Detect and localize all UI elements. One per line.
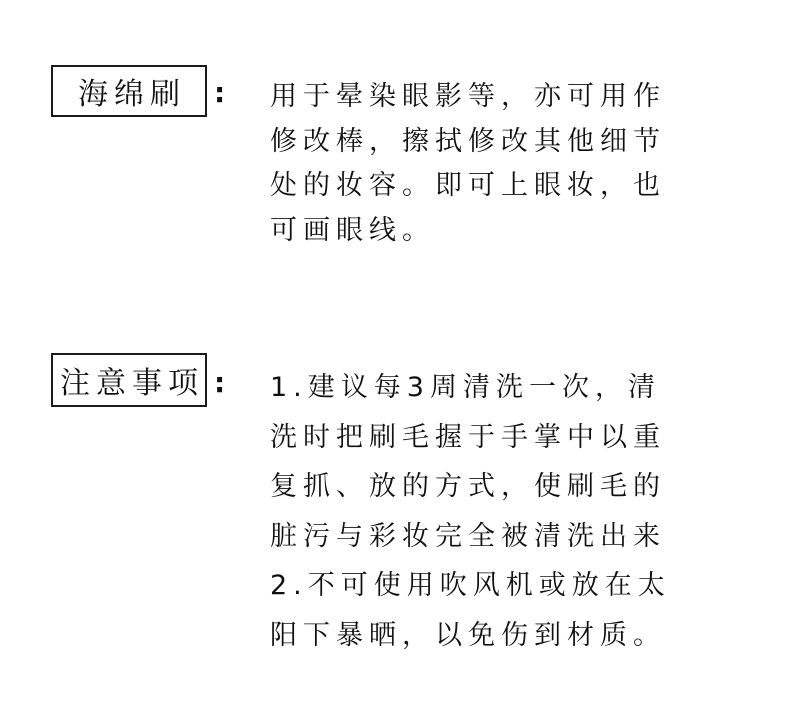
description-line: 1.建议每3周清洗一次，清 (270, 372, 661, 403)
description-line: 复抓、放的方式，使刷毛的 (270, 471, 666, 502)
description-line: 阳下暴晒，以免伤到材质。 (270, 619, 666, 651)
sponge-brush-description (270, 75, 666, 253)
notes-description (270, 363, 671, 660)
description-line: 洗时把刷毛握于手掌中以重 (270, 421, 666, 453)
description-line: 2.不可使用吹风机或放在太 (270, 570, 671, 601)
description-line: 处的妆容。即可上眼妆，也 (270, 170, 666, 201)
description-line: 修改棒，擦拭修改其他细节 (270, 125, 666, 157)
description-line: 用于晕染眼影等，亦可用作 (270, 81, 666, 112)
description-line: 可画眼线。 (270, 214, 435, 246)
description-line: 脏污与彩妆完全被清洗出来 (270, 520, 666, 552)
sponge-brush-label: 海绵刷 (51, 65, 207, 117)
notes-label: 注意事项 (51, 353, 207, 407)
notes-colon: : (214, 366, 226, 399)
sponge-brush-colon: : (214, 76, 226, 109)
